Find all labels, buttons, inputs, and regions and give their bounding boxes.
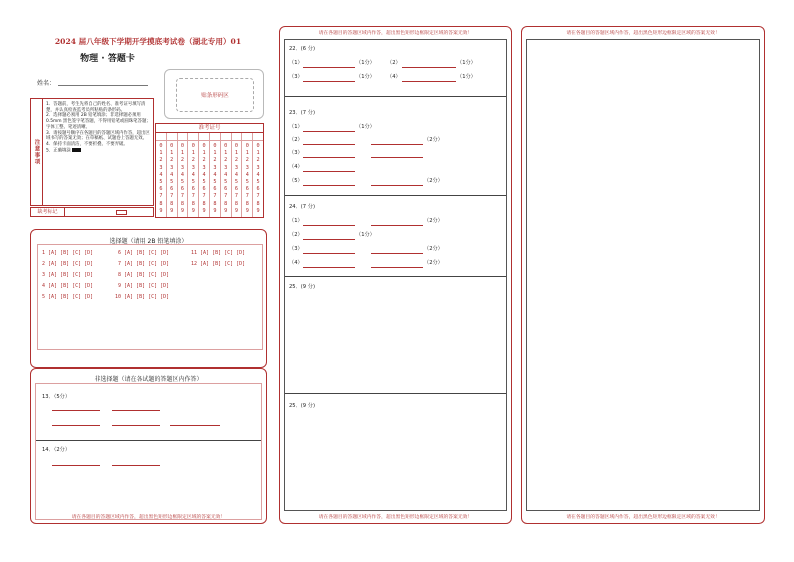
answer-blank[interactable] bbox=[371, 157, 423, 158]
exam-number-digit[interactable]: 5 bbox=[180, 179, 185, 186]
answer-blank[interactable] bbox=[52, 465, 100, 466]
exam-number-digit[interactable]: 0 bbox=[170, 143, 174, 149]
exam-number-digit[interactable]: 9 bbox=[245, 207, 249, 214]
exam-number-digit[interactable]: 5 bbox=[170, 179, 174, 186]
column-3-panel bbox=[521, 26, 765, 524]
nonchoice-title: 非选择题（请在各试题的答题区内作答） bbox=[94, 376, 203, 383]
exam-number-digit[interactable]: 6 bbox=[202, 186, 206, 193]
exam-number-digit[interactable]: 7 bbox=[170, 193, 174, 200]
exam-number-digit[interactable]: 6 bbox=[245, 186, 249, 193]
answer-blank[interactable] bbox=[402, 81, 456, 82]
sub-label: （3） bbox=[289, 150, 303, 156]
name-label: 姓名： bbox=[37, 80, 56, 87]
exam-number-write-box[interactable] bbox=[253, 133, 263, 141]
area-warning: 请在各题目的答题区域内作答，超出黑色矩形边框限定区域的答案无效！ bbox=[566, 31, 720, 36]
exam-number-column[interactable] bbox=[167, 133, 178, 217]
answer-blank[interactable] bbox=[303, 157, 355, 158]
nonchoice-area bbox=[35, 383, 262, 520]
barcode-area bbox=[164, 69, 264, 119]
exam-number-digit[interactable]: 0 bbox=[213, 143, 217, 149]
exam-number-digit[interactable]: 2 bbox=[224, 157, 228, 164]
exam-number-digit[interactable]: 6 bbox=[224, 186, 228, 193]
exam-number-digit[interactable]: 4 bbox=[170, 171, 174, 178]
exam-number-digit[interactable]: 6 bbox=[191, 186, 195, 193]
exam-number-write-box[interactable] bbox=[167, 133, 177, 141]
exam-number-digit[interactable]: 3 bbox=[191, 164, 195, 171]
exam-number-digit[interactable]: 2 bbox=[256, 157, 260, 164]
exam-number-digit[interactable]: 2 bbox=[191, 157, 195, 164]
exam-number-digit[interactable]: 9 bbox=[224, 207, 228, 214]
fill-sample-mark bbox=[72, 148, 81, 152]
exam-number-digit[interactable]: 1 bbox=[180, 150, 185, 157]
exam-number-column[interactable] bbox=[178, 133, 189, 217]
area-warning: 请在各题目的答题区域内作答，超出黑色矩形边框限定区域的答案无效！ bbox=[71, 515, 226, 520]
exam-number-digit[interactable]: 3 bbox=[245, 164, 249, 171]
exam-number-digit[interactable]: 0 bbox=[234, 143, 239, 149]
mc-question[interactable]: 6 [A] [B] [C] [D] bbox=[118, 250, 170, 256]
score-label: （1分） bbox=[356, 232, 375, 238]
answer-sheet-subtitle: 物理 · 答题卡 bbox=[80, 54, 135, 64]
sub-label: （2） bbox=[289, 137, 303, 143]
multiple-choice-panel bbox=[30, 229, 267, 368]
exam-number-digit[interactable]: 9 bbox=[256, 207, 260, 214]
answer-blank[interactable] bbox=[112, 425, 160, 426]
sub-label: （2） bbox=[387, 60, 401, 66]
mc-question[interactable]: 3 [A] [B] [C] [D] bbox=[42, 272, 94, 278]
exam-number-digit[interactable]: 9 bbox=[159, 207, 163, 214]
question-24-label: 24．(7 分) bbox=[289, 204, 315, 210]
question-divider bbox=[285, 195, 506, 196]
area-warning: 请在各题目的答题区域内作答，超出黑色矩形边框限定区域的答案无效！ bbox=[318, 31, 473, 36]
notice-item: 3．请按题号顺序在各题目的答题区域内作答，超出区域书写的答案无效；在草稿纸、试题卷上答题无效。 bbox=[46, 130, 150, 142]
answer-blank[interactable] bbox=[303, 171, 355, 172]
exam-number-digit[interactable]: 7 bbox=[256, 193, 260, 200]
answer-blank[interactable] bbox=[371, 253, 423, 254]
exam-number-label: 准考证号 bbox=[156, 124, 263, 133]
exam-number-digit[interactable]: 2 bbox=[245, 157, 249, 164]
exam-number-column[interactable] bbox=[221, 133, 232, 217]
exam-number-digit[interactable]: 7 bbox=[202, 193, 206, 200]
answer-sheet-title: 2024 届八年级下学期开学摸底考试卷（湖北专用）01 bbox=[54, 37, 242, 46]
exam-number-digit[interactable]: 5 bbox=[191, 179, 195, 186]
exam-number-column[interactable] bbox=[156, 133, 167, 217]
answer-blank[interactable] bbox=[303, 185, 355, 186]
question-divider bbox=[285, 276, 506, 277]
missing-exam-label: 缺考标记 bbox=[31, 208, 65, 216]
notice-list bbox=[46, 102, 152, 154]
exam-number-digit[interactable]: 1 bbox=[234, 150, 239, 157]
exam-number-digit[interactable]: 8 bbox=[159, 200, 163, 207]
mc-question[interactable]: 2 [A] [B] [C] [D] bbox=[42, 261, 94, 267]
exam-number-digit[interactable]: 1 bbox=[159, 150, 163, 157]
question-divider bbox=[285, 393, 506, 394]
notice-item: 4．保持卡面清洁，不要折叠、不要弄破。 bbox=[46, 141, 128, 147]
sub-label: （1） bbox=[289, 60, 303, 66]
answer-blank[interactable] bbox=[112, 410, 160, 411]
score-label: （1分） bbox=[457, 74, 476, 80]
exam-number-box bbox=[155, 123, 264, 218]
answer-blank[interactable] bbox=[52, 410, 100, 411]
mc-question[interactable]: 8 [A] [B] [C] [D] bbox=[118, 272, 170, 278]
mc-question[interactable]: 12 [A] [B] [C] [D] bbox=[191, 261, 246, 267]
mc-question[interactable]: 1 [A] [B] [C] [D] bbox=[42, 250, 94, 256]
exam-number-digit[interactable]: 5 bbox=[202, 179, 206, 186]
score-label: （1分） bbox=[457, 60, 476, 66]
exam-number-digit[interactable]: 8 bbox=[180, 200, 185, 207]
sub-label: （4） bbox=[387, 74, 401, 80]
answer-blank[interactable] bbox=[303, 267, 355, 268]
question-25-label: 25．(9 分) bbox=[289, 284, 315, 290]
score-label: （2分） bbox=[424, 218, 443, 224]
exam-number-digit[interactable]: 7 bbox=[159, 193, 163, 200]
exam-number-write-box[interactable] bbox=[210, 133, 220, 141]
exam-number-digit[interactable]: 0 bbox=[159, 143, 163, 149]
exam-number-digit[interactable]: 8 bbox=[213, 200, 217, 207]
exam-number-digit[interactable]: 1 bbox=[202, 150, 206, 157]
answer-blank[interactable] bbox=[303, 131, 355, 132]
missing-exam-row bbox=[30, 207, 154, 217]
exam-number-digit[interactable]: 1 bbox=[224, 150, 228, 157]
exam-number-digit[interactable]: 2 bbox=[213, 157, 217, 164]
exam-number-digit[interactable]: 6 bbox=[170, 186, 174, 193]
question-14-label: 14．（2分） bbox=[42, 447, 71, 453]
exam-number-digit[interactable]: 6 bbox=[213, 186, 217, 193]
score-label: （2分） bbox=[424, 137, 443, 143]
answer-blank[interactable] bbox=[52, 425, 100, 426]
exam-number-digit[interactable]: 4 bbox=[245, 171, 249, 178]
answer-blank[interactable] bbox=[303, 67, 355, 68]
question-26-label: 25．(9 分) bbox=[289, 403, 315, 409]
exam-number-digit[interactable]: 7 bbox=[245, 193, 249, 200]
answer-blank[interactable] bbox=[303, 239, 355, 240]
exam-number-digit[interactable]: 0 bbox=[256, 143, 260, 149]
exam-number-digit[interactable]: 2 bbox=[180, 157, 185, 164]
exam-number-digit[interactable]: 3 bbox=[256, 164, 260, 171]
exam-number-digit[interactable]: 9 bbox=[234, 207, 239, 214]
mc-question[interactable]: 7 [A] [B] [C] [D] bbox=[118, 261, 170, 267]
exam-number-digit[interactable]: 0 bbox=[202, 143, 206, 149]
answer-blank[interactable] bbox=[303, 81, 355, 82]
exam-number-digit[interactable]: 0 bbox=[224, 143, 228, 149]
exam-number-digit[interactable]: 8 bbox=[256, 200, 260, 207]
score-label: （1分） bbox=[356, 74, 375, 80]
exam-number-digit[interactable]: 2 bbox=[234, 157, 239, 164]
answer-blank[interactable] bbox=[170, 425, 220, 426]
exam-number-digit[interactable]: 4 bbox=[159, 171, 163, 178]
exam-number-digit[interactable]: 4 bbox=[202, 171, 206, 178]
notice-item: 1．答题前，考生先将自己的姓名、准考证号填写清楚，并认真检查监考员所粘贴的条形码。 bbox=[46, 102, 146, 113]
barcode-label: 贴条形码区 bbox=[176, 78, 254, 112]
exam-number-write-box[interactable] bbox=[242, 133, 252, 141]
exam-number-column[interactable] bbox=[253, 133, 263, 217]
score-label: （1分） bbox=[356, 124, 375, 130]
exam-number-column[interactable] bbox=[199, 133, 210, 217]
exam-number-digit[interactable]: 8 bbox=[170, 200, 174, 207]
exam-number-digit[interactable]: 6 bbox=[256, 186, 260, 193]
sub-label: （1） bbox=[289, 218, 303, 224]
exam-number-digit[interactable]: 3 bbox=[170, 164, 174, 171]
sub-label: （5） bbox=[289, 178, 303, 184]
question-23-label: 23．(7 分) bbox=[289, 110, 315, 116]
exam-number-digit[interactable]: 0 bbox=[191, 143, 195, 149]
score-label: （2分） bbox=[424, 260, 443, 266]
answer-blank[interactable] bbox=[371, 185, 423, 186]
exam-number-digit[interactable]: 5 bbox=[234, 179, 239, 186]
answer-blank[interactable] bbox=[371, 225, 423, 226]
answer-blank[interactable] bbox=[303, 253, 355, 254]
mc-question[interactable]: 10 [A] [B] [C] [D] bbox=[115, 294, 170, 300]
exam-number-column[interactable] bbox=[188, 133, 199, 217]
exam-number-digit[interactable]: 5 bbox=[256, 179, 260, 186]
area-warning: 请在各题目的答题区域内作答，超出黑色矩形边框限定区域的答案无效！ bbox=[566, 515, 720, 520]
sub-label: （4） bbox=[289, 260, 303, 266]
exam-number-digit[interactable]: 6 bbox=[180, 186, 185, 193]
area-warning: 请在各题目的答题区域内作答，超出黑色矩形边框限定区域的答案无效！ bbox=[318, 515, 473, 520]
name-field[interactable] bbox=[58, 85, 148, 86]
exam-number-write-box[interactable] bbox=[232, 133, 242, 141]
exam-number-digit[interactable]: 9 bbox=[180, 207, 185, 214]
score-label: （1分） bbox=[356, 60, 375, 66]
exam-number-digit[interactable]: 7 bbox=[213, 193, 217, 200]
exam-number-digit[interactable]: 9 bbox=[213, 207, 217, 214]
exam-number-digit[interactable]: 4 bbox=[191, 171, 195, 178]
exam-number-digit[interactable]: 1 bbox=[245, 150, 249, 157]
question-divider bbox=[36, 440, 261, 441]
exam-number-digit[interactable]: 7 bbox=[191, 193, 195, 200]
exam-number-column[interactable] bbox=[242, 133, 253, 217]
mc-question[interactable]: 5 [A] [B] [C] [D] bbox=[42, 294, 94, 300]
column-2-panel bbox=[279, 26, 512, 524]
sub-label: （2） bbox=[289, 232, 303, 238]
exam-number-digit[interactable]: 1 bbox=[213, 150, 217, 157]
exam-number-digit[interactable]: 6 bbox=[159, 186, 163, 193]
mc-title: 选择题（请用 2B 铅笔填涂） bbox=[109, 238, 188, 245]
exam-number-digit[interactable]: 3 bbox=[180, 164, 185, 171]
exam-number-digit[interactable]: 8 bbox=[202, 200, 206, 207]
exam-number-write-box[interactable] bbox=[156, 133, 166, 141]
answer-blank[interactable] bbox=[371, 144, 423, 145]
exam-number-digit[interactable]: 6 bbox=[234, 186, 239, 193]
exam-number-digit[interactable]: 1 bbox=[170, 150, 174, 157]
exam-number-write-box[interactable] bbox=[199, 133, 209, 141]
exam-number-digit[interactable]: 4 bbox=[234, 171, 239, 178]
exam-number-digit[interactable]: 3 bbox=[202, 164, 206, 171]
exam-number-digit[interactable]: 8 bbox=[245, 200, 249, 207]
notice-item: 2．选择题必须用 2B 铅笔填涂；非选择题必须用 0.5mm 黑色签字笔答题，不得用铅笔或圆珠笔答题；字体工整、笔迹清晰。 bbox=[46, 113, 151, 130]
exam-number-digit[interactable]: 2 bbox=[159, 157, 163, 164]
score-label: （2分） bbox=[424, 246, 443, 252]
missing-exam-checkbox[interactable] bbox=[116, 210, 127, 215]
exam-number-digit[interactable]: 9 bbox=[191, 207, 195, 214]
exam-number-digit[interactable]: 5 bbox=[245, 179, 249, 186]
exam-number-digit[interactable]: 5 bbox=[159, 179, 163, 186]
exam-number-digit[interactable]: 2 bbox=[170, 157, 174, 164]
answer-blank[interactable] bbox=[371, 267, 423, 268]
exam-number-digit[interactable]: 3 bbox=[234, 164, 239, 171]
non-choice-panel bbox=[30, 368, 267, 524]
mc-question[interactable]: 9 [A] [B] [C] [D] bbox=[118, 283, 170, 289]
mc-question[interactable]: 11 [A] [B] [C] [D] bbox=[191, 250, 246, 256]
exam-number-digit[interactable]: 5 bbox=[224, 179, 228, 186]
question-22-label: 22．(6 分) bbox=[289, 46, 315, 52]
sub-label: （1） bbox=[289, 124, 303, 130]
exam-number-digit[interactable]: 7 bbox=[234, 193, 239, 200]
answer-blank[interactable] bbox=[303, 144, 355, 145]
exam-number-digit[interactable]: 1 bbox=[256, 150, 260, 157]
mc-answer-area bbox=[37, 244, 263, 350]
column-2-answer-area bbox=[284, 39, 507, 511]
exam-number-digit[interactable]: 0 bbox=[245, 143, 249, 149]
column-3-answer-area[interactable] bbox=[526, 39, 760, 511]
question-divider bbox=[285, 96, 506, 97]
answer-blank[interactable] bbox=[112, 465, 160, 466]
exam-number-column[interactable] bbox=[232, 133, 243, 217]
exam-number-digit[interactable]: 7 bbox=[224, 193, 228, 200]
exam-number-write-box[interactable] bbox=[178, 133, 188, 141]
exam-number-write-box[interactable] bbox=[221, 133, 231, 141]
exam-number-digit[interactable]: 7 bbox=[180, 193, 185, 200]
exam-number-digit[interactable]: 2 bbox=[202, 157, 206, 164]
exam-number-digit[interactable]: 4 bbox=[180, 171, 185, 178]
exam-number-digit[interactable]: 9 bbox=[170, 207, 174, 214]
answer-blank[interactable] bbox=[402, 67, 456, 68]
exam-number-digit[interactable]: 4 bbox=[256, 171, 260, 178]
sub-label: （3） bbox=[289, 74, 303, 80]
exam-number-digit[interactable]: 9 bbox=[202, 207, 206, 214]
notice-item: 5．正确填涂 bbox=[46, 148, 71, 154]
exam-number-digit[interactable]: 8 bbox=[191, 200, 195, 207]
mc-question[interactable]: 4 [A] [B] [C] [D] bbox=[42, 283, 94, 289]
answer-blank[interactable] bbox=[303, 225, 355, 226]
exam-number-column[interactable] bbox=[210, 133, 221, 217]
exam-number-digit[interactable]: 8 bbox=[224, 200, 228, 207]
exam-number-digit[interactable]: 3 bbox=[159, 164, 163, 171]
exam-number-digit[interactable]: 4 bbox=[224, 171, 228, 178]
question-13-label: 13．（5分） bbox=[42, 394, 71, 400]
exam-number-digit[interactable]: 3 bbox=[213, 164, 217, 171]
exam-number-digit[interactable]: 5 bbox=[213, 179, 217, 186]
exam-number-digit[interactable]: 0 bbox=[180, 143, 185, 149]
notice-box bbox=[30, 98, 154, 206]
exam-number-digit[interactable]: 8 bbox=[234, 200, 239, 207]
exam-number-digit[interactable]: 4 bbox=[213, 171, 217, 178]
exam-number-grid[interactable] bbox=[156, 133, 263, 217]
sub-label: （4） bbox=[289, 164, 303, 170]
exam-number-write-box[interactable] bbox=[188, 133, 198, 141]
sub-label: （3） bbox=[289, 246, 303, 252]
score-label: （2分） bbox=[424, 178, 443, 184]
exam-number-digit[interactable]: 3 bbox=[224, 164, 228, 171]
notice-heading: 注意事项 bbox=[31, 99, 43, 205]
exam-number-digit[interactable]: 1 bbox=[191, 150, 195, 157]
